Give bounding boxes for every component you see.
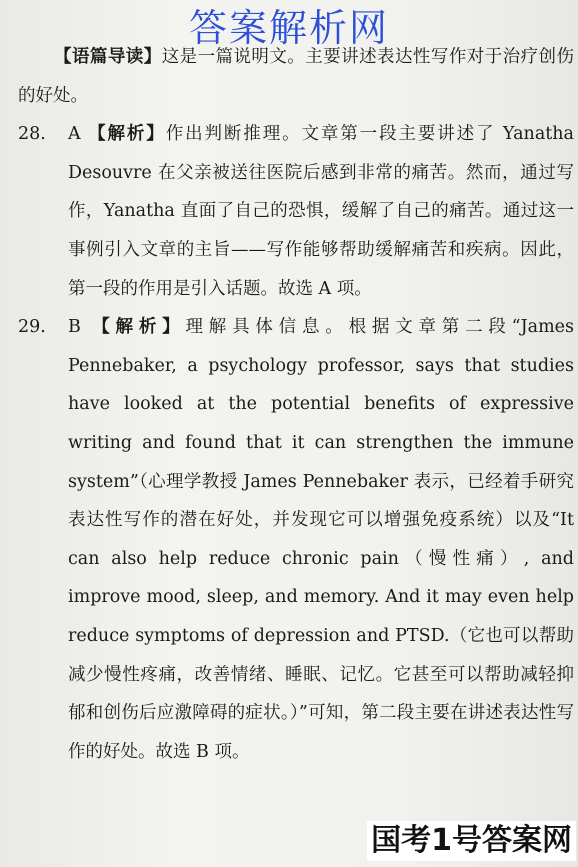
intro-text: 这是一篇说明文。主要讲述表达性写作对于治疗创伤的好处。 [18,47,575,106]
analysis-text: 作出判断推理。文章第一段主要讲述了 Yanatha Desouvre 在父亲被送往医院后感到非常的痛苦。然而，通过写作，Yanatha 直面了自己的恐惧，缓解了自己的痛苦。通过这一事例引入文章的主旨——写作能够帮助缓解痛苦和疾病。因此，第一段的作用是引入话题。故选 A 项。 [68,124,574,299]
answer-explanations [18,38,574,771]
analysis-text: 理解具体信息。根据文章第二段“James Pennebaker, a psychology professor, says that studies have looked at the potential benefits of expressive writing and found that it can strengthen the immune system”（心理学教授 James Pennebaker 表示，已经着手研究表达性写作的潜在好处，并发现它可以增强免疫系统）以及“It can also help reduce chronic pain（慢性痛）, and improve mood, sleep, and memory. And it may even help reduce symptoms of depression and PTSD.（它也可以帮助减少慢性疼痛，改善情绪、睡眠、记忆。它甚至可以帮助减轻抑郁和创伤后应激障碍的症状。）”可知，第二段主要在讲述表达性写作的好处。故选 B 项。 [68,317,575,762]
question-number: 28. [18,124,46,145]
analysis-tag: 【解析】 [88,124,166,145]
watermark-top: 答案解析网 [188,6,389,50]
answer-letter: A [68,124,81,145]
answer-letter: B [68,317,81,338]
intro-tag: 【语篇导读】 [54,47,162,67]
watermark-bottom: 国考1号答案网 [367,821,576,861]
question-29-explanation [18,308,574,771]
question-28-explanation [18,115,574,308]
question-number: 29. [18,317,46,338]
analysis-tag: 【解析】 [92,317,186,338]
